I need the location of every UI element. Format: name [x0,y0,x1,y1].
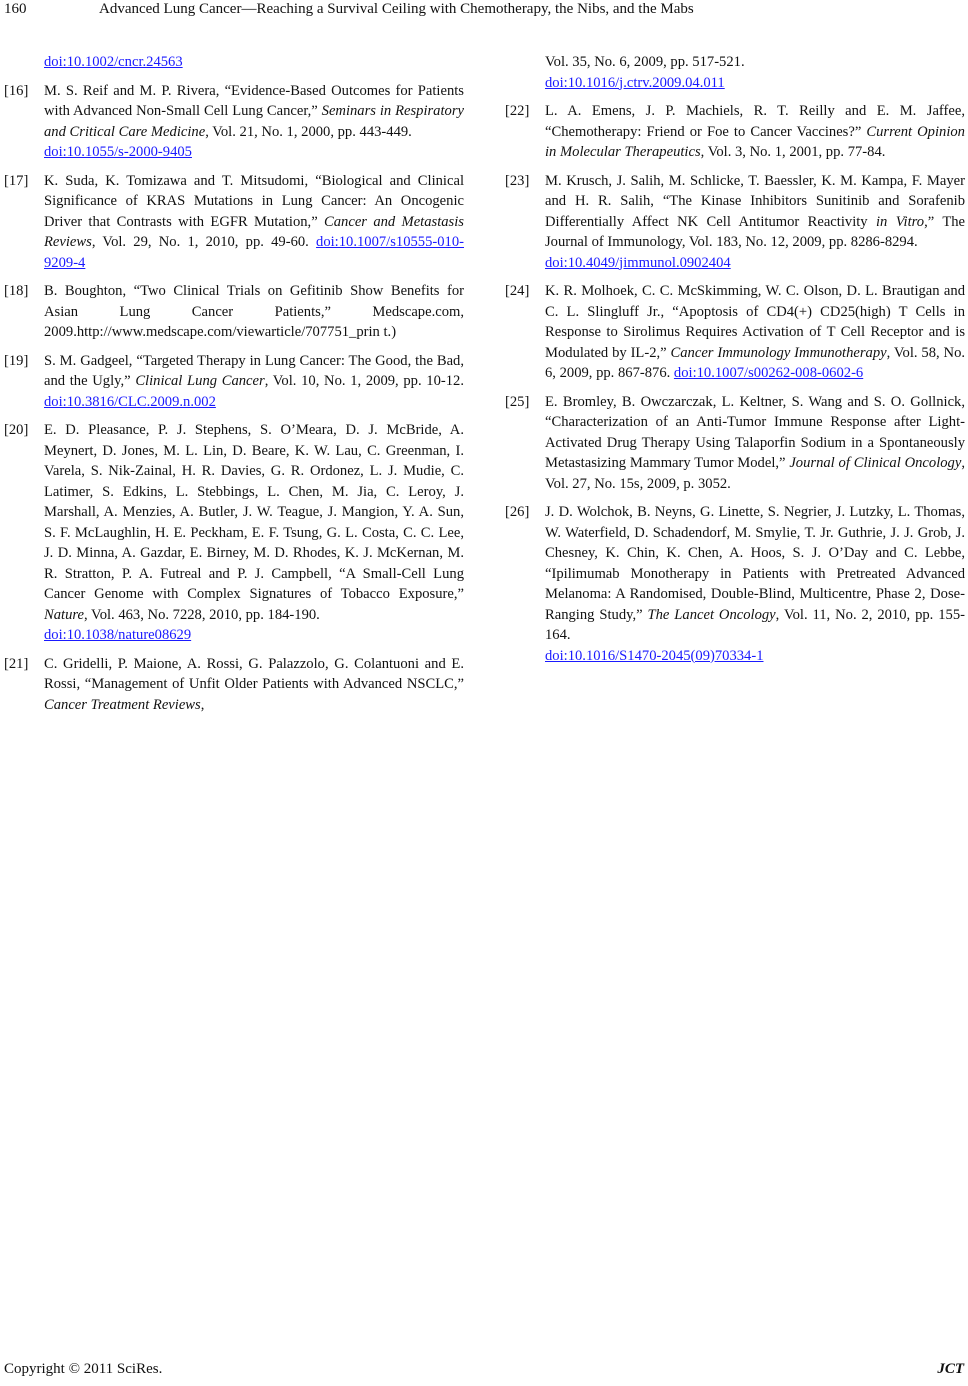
reference-item [505,171,965,274]
reference-item [4,171,464,274]
reference-number: [20] [4,422,29,438]
reference-details: , Vol. 463, No. 7228, 2010, pp. 184-190. [84,606,320,623]
reference-text [44,171,464,274]
reference-details: , Vol. 27, No. 15s, 2009, p. 3052. [545,455,965,492]
reference-authors-title: S. M. Gadgeel, “Targeted Therapy in Lung Cancer: The Good, the Bad, and the Ugly,” [44,352,464,389]
reference-text [44,81,464,163]
reference-authors-title: L. A. Emens, J. P. Machiels, R. T. Reilly and E. M. Jaffee, “Chemotherapy: Friend or Foe to Cancer Vaccines?” [545,103,965,140]
reference-details: , Vol. 11, No. 2, 2010, pp. 155-164. [545,606,965,643]
reference-text [44,654,464,716]
reference-authors-title: M. S. Reif and M. P. Rivera, “Evidence-Based Outcomes for Patients with Advanced Non-Small Cell Lung Cancer,” [44,82,464,119]
reference-item [505,281,965,384]
reference-text [44,281,464,343]
reference-item [4,420,464,646]
page-footer [4,1360,964,1380]
doi-link[interactable]: doi:10.4049/jimmunol.0902404 [545,254,731,271]
reference-details: , Vol. 10, No. 1, 2009, pp. 10-12. [264,373,464,389]
reference-number: [16] [4,82,29,99]
reference-authors-title: M. Krusch, J. Salih, M. Schlicke, T. Baessler, K. M. Kampa, F. Mayer and H. R. Salih, “The Kinase Inhibitors Sunitinib and Sorafenib Differentially Affect NK Cell Antitumor Reactivity [545,172,965,230]
reference-authors-title: J. D. Wolchok, B. Neyns, G. Linette, S. Negrier, J. Lutzky, L. Thomas, W. Waterfield, D. Schadendorf, M. Smylie, T. Jr. Guthrie, J. J. Grob, J. Chesney, K. Chin, K. Chen, A. Hoos, S. J. O’Day and C. Lebbe, “Ipilimumab Monotherapy in Patients with Pretreated Advanced Melanoma: A Randomised, Double-Blind, Multicentre, Phase 2, Dose-Ranging Study,” [545,504,965,623]
reference-text [545,101,965,163]
reference-authors-title: K. Suda, K. Tomizawa and T. Mitsudomi, “Biological and Clinical Significance of KRAS Mutations in Lung Cancer: An Oncogenic Driver that Contrasts with EGFR Mutation,” [44,172,464,230]
reference-text [44,351,464,413]
doi-link[interactable]: doi:10.1007/s00262-008-0602-6 [673,365,864,381]
reference-source: The Lancet Oncology [647,606,776,623]
reference-item [4,281,464,343]
reference-source: Cancer Treatment Reviews [44,696,201,713]
copyright: Copyright © 2011 SciRes. [4,1361,163,1377]
reference-source: Nature [44,606,84,623]
reference-details: , Vol. 3, No. 1, 2001, pp. 77-84. [700,144,886,160]
reference-number: [24] [505,283,530,299]
reference-source: Cancer Immunology Immunotherapy [670,344,887,361]
reference-text [545,392,965,495]
reference-source: Seminars in Respiratory and Critical Care Medicine [44,103,464,140]
reference-source: Current Opinion in Molecular Therapeutics [545,123,965,160]
continuation-text: Vol. 35, No. 6, 2009, pp. 517-521. [545,54,745,70]
reference-text [545,281,965,384]
reference-item [4,81,464,163]
reference-details: , Vol. 21, No. 1, 2000, pp. 443-449. [205,123,412,140]
reference-details: ,” The Journal of Immunology, Vol. 183, No. 12, 2009, pp. 8286-8294. [545,213,966,250]
reference-text [44,420,464,646]
reference-item [4,654,464,716]
continuation-block [505,52,965,93]
reference-authors-title: C. Gridelli, P. Maione, A. Rossi, G. Palazzolo, G. Colantuoni and E. Rossi, “Management of Unfit Older Patients with Advanced NSCLC,” [44,655,464,692]
reference-number: [25] [505,393,530,410]
page-header [4,0,964,22]
reference-list-right [505,101,965,666]
reference-authors-title: E. Bromley, B. Owczarczak, L. Keltner, S. Wang and S. O. Gollnick, “Characterization of an Anti-Tumor Immune Response after Light-Activated Drug Therapy Using Talaporfin Sodium in a Spontaneously Metastasizing Mammary Tumor Model,” [545,393,965,471]
page-number: 160 [4,1,27,17]
reference-authors-title: B. Boughton, “Two Clinical Trials on Gefitinib Show Benefits for Asian Lung Cancer Patients,” Medscape.com, 2009.http://www.medscape.com/viewarticle/707751_prin t.) [44,283,464,340]
doi-link[interactable]: doi:10.3816/CLC.2009.n.002 [44,393,216,410]
doi-link[interactable]: doi:10.1002/cncr.24563 [44,54,183,70]
reference-source: in Vitro [875,213,925,230]
continuation-block [4,52,464,73]
doi-link[interactable]: doi:10.1055/s-2000-9405 [44,144,192,160]
reference-authors-title: E. D. Pleasance, P. J. Stephens, S. O’Meara, D. J. McBride, A. Meynert, D. Jones, M. L. Lin, D. Beare, K. W. Lau, C. Greenman, I. Varela, S. Nik-Zainal, H. R. Davies, G. R. Ordonez, L. J. Mudie, C. Latimer, S. Edkins, L. Stebbings, L. Chen, M. Jia, C. Leroy, J. Marshall, A. Menzies, A. Butler, J. W. Teague, J. Mangion, Y. A. Sun, S. F. McLaughlin, H. E. Peckham, E. F. Tsung, G. L. Costa, C. C. Lee, J. D. Minna, A. Gazdar, E. Birney, M. D. Rhodes, K. J. McKernan, M. R. Stratton, P. A. Futreal and P. J. Campbell, “A Small-Cell Lung Cancer Genome with Complex Signatures of Tobacco Exposure,” [44,422,464,602]
doi-link[interactable]: doi:10.1007/s10555-010-9209-4 [44,234,464,271]
reference-number: [22] [505,103,530,119]
reference-number: [17] [4,172,29,189]
doi-link[interactable]: doi:10.1016/j.ctrv.2009.04.011 [545,74,725,91]
reference-list-left [4,81,464,716]
reference-source: Clinical Lung Cancer [135,373,265,389]
right-column [505,52,965,674]
reference-number: [26] [505,504,530,520]
journal-abbrev: JCT [937,1361,964,1377]
reference-number: [21] [4,655,29,672]
reference-authors-title: K. R. Molhoek, C. C. McSkimming, W. C. Olson, D. L. Brautigan and C. L. Slingluff Jr., “Apoptosis of CD4(+) CD25(high) T Cells in Response to Sirolimus Requires Activation of T Cell Receptor and is Modulated by IL-2,” [545,283,965,361]
reference-details: , [200,696,205,713]
reference-details: , Vol. 29, No. 1, 2010, pp. 49-60. [91,234,317,250]
reference-item [505,502,965,666]
running-title: Advanced Lung Cancer—Reaching a Survival Ceiling with Chemotherapy, the Nibs, and the Mabs [99,1,694,17]
reference-text [545,171,965,274]
reference-number: [23] [505,172,530,189]
reference-number: [18] [4,283,29,299]
reference-item [4,351,464,413]
reference-source: Journal of Clinical Oncology [789,455,962,471]
doi-link[interactable]: doi:10.1038/nature08629 [44,627,192,643]
reference-item [505,101,965,163]
reference-item [505,392,965,495]
doi-link[interactable]: doi:10.1016/S1470-2045(09)70334-1 [545,647,764,664]
left-column [4,52,464,723]
reference-number: [19] [4,352,29,369]
reference-text [545,502,965,666]
reference-details: , Vol. 58, No. 6, 2009, pp. 867-876. [545,344,966,381]
reference-source: Cancer and Metastasis Reviews [44,213,464,250]
